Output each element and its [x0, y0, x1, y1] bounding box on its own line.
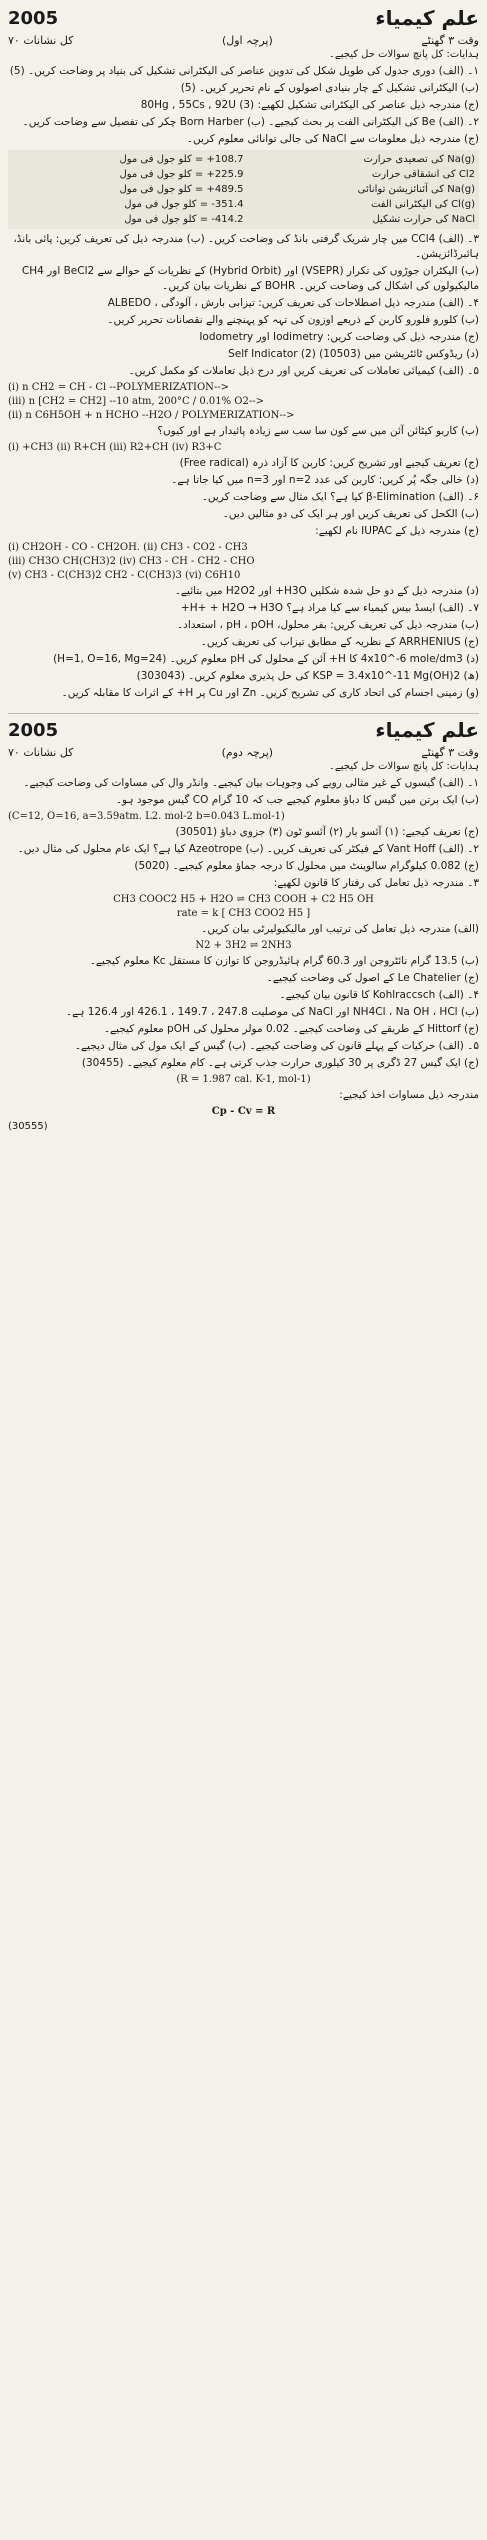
- question-2c: (ج) مندرجہ ذیل معلومات سے NaCl کی جالی توانائی معلوم کریں۔: [186, 133, 479, 145]
- p2-question-1: ۱۔ (الف) گیسوں کے غیر مثالی رویے کی وجوہات بیان کیجیے۔ وانڈر وال کی مساوات کی وضاحت کیجیے۔: [23, 777, 479, 789]
- paper1-part: (پرچہ اول): [221, 34, 273, 47]
- p2-question-2: ۲۔ (الف) Vant Hoff کے فیکٹر کی تعریف کریں۔ (ب) Azeotrope کیا ہے؟ ایک عام محلول کی مثال دیں۔: [17, 843, 479, 855]
- paper2-header: [8, 718, 479, 742]
- p2-question-4: ۴۔ (الف) Kohlraccsch کا قانون بیان کیجیے۔: [279, 989, 479, 1001]
- paper1-marks: کل نشانات ۷۰: [8, 34, 74, 47]
- p2-question-5b: (ج) ایک گیس 27 ڈگری پر 30 کیلوری حرارت جذب کرتی ہے۔ کام معلوم کیجیے۔ (30455): [81, 1057, 479, 1069]
- question-6c: (ج) مندرجہ ذیل کے IUPAC نام لکھیے:: [315, 525, 479, 537]
- question-1c: (ج) مندرجہ ذیل عناصر کی الیکٹرانی تشکیل لکھیے: 80Hg , 55Cs , 92U (3): [140, 99, 479, 111]
- question-3: ۳۔ (الف) CCl4 میں چار شریک گرفتی بانڈ کی وضاحت کریں۔ (ب) مندرجہ ذیل کی تعریف کریں: پائی بانڈ، ہائبرڈائزیشن۔: [13, 233, 479, 260]
- question-4c: (ج) مندرجہ ذیل کی وضاحت کریں: Iodimetry اور Iodometry: [199, 331, 479, 343]
- question-4d: (د) ریڈوکس ٹائٹریشن میں Self Indicator (2) (10503): [228, 348, 479, 360]
- p2-question-4c: (ج) Hittorf کے طریقے کی وضاحت کیجیے۔ 0.02 مولر محلول کی pOH معلوم کیجیے۔: [103, 1023, 479, 1035]
- question-5c: (ج) تعریف کیجیے اور تشریح کریں: کاربن کا آزاد ذرہ (Free radical): [179, 457, 479, 469]
- born-haber-values: [8, 150, 479, 229]
- bh-value: 414.2- = کلو جول فی مول: [124, 214, 244, 225]
- paper1-year: 2005: [8, 7, 59, 29]
- question-6d: (د) مندرجہ ذیل کے دو حل شدہ شکلیں H3O+ اور H2O2 میں بتائیے۔: [174, 585, 479, 597]
- bh-label: Na(g) کی آئنائزیشن توانائی: [357, 184, 475, 195]
- paper2-year: 2005: [8, 719, 59, 741]
- question-5b: (ب) کاربو کیٹائن آئن میں سے کون سا سب سے زیادہ پائیدار ہے اور کیوں؟: [157, 425, 479, 437]
- p2-end-marks: (30555): [8, 1121, 48, 1132]
- paper2-section: [8, 713, 479, 1134]
- question-6: ۶۔ (الف) β-Elimination کیا ہے؟ ایک مثال سے وضاحت کریں۔: [201, 491, 479, 503]
- question-3b: (ب) الیکٹران جوڑوں کی تکرار (VSEPR) اور (Hybrid Orbit) کے نظریات کے حوالے سے BeCl2 اور CH4 مالیکیولوں کی اشکال کی وضاحت کریں۔ BOHR کے نظریات بیان کریں۔: [21, 265, 479, 292]
- bh-label: Cl(g) کی الیکٹرانی الفت: [370, 199, 475, 210]
- p2-gas-constant: (R = 1.987 cal. K-1, mol-1): [176, 1074, 311, 1085]
- question-5: ۵۔ (الف) کیمیائی تعاملات کی تعریف کریں اور درج ذیل تعاملات کو مکمل کریں۔: [128, 365, 479, 377]
- bh-row-1: [12, 167, 475, 182]
- question-7d: (د) 4x10^-6 mole/dm3 کا H+ آئن کے محلول کی pH معلوم کریں۔ (H=1, O=16, Mg=24): [53, 653, 479, 665]
- bh-value: 489.5+ = کلو جول فی مول: [119, 184, 244, 195]
- paper1-subheader: [8, 34, 479, 47]
- carbocation-list: (i) +CH3 (ii) R+CH (iii) R2+CH (iv) R3+C: [8, 442, 222, 453]
- paper2-title: علم کیمیاء: [375, 718, 479, 742]
- reaction-1: (i) n CH2 = CH - Cl --POLYMERIZATION-->: [8, 382, 230, 393]
- paper2-part: (پرچہ دوم): [221, 746, 274, 759]
- question-6b: (ب) الکحل کی تعریف کریں اور ہر ایک کی دو مثالیں دیں۔: [222, 508, 479, 520]
- p2-rate-equation: CH3 COOC2 H5 + H2O ⇌ CH3 COOH + C2 H5 OH: [113, 894, 374, 905]
- paper1-instructions: ہدایات: کل پانچ سوالات حل کیجیے۔: [329, 49, 479, 60]
- p2-question-5c: مندرجہ ذیل مساوات اخذ کیجیے:: [339, 1089, 479, 1101]
- paper2-marks: کل نشانات ۷۰: [8, 746, 74, 759]
- p2-question-3c: (ب) 13.5 گرام نائٹروجن اور 60.3 گرام ہائیڈروجن کا توازن کا مستقل Kc معلوم کیجیے۔: [89, 955, 479, 967]
- question-4b: (ب) کلورو فلورو کاربن کے ذریعے اوزون کی تہہ کو پہنچنے والے نقصانات تحریر کریں۔: [107, 314, 479, 326]
- p2-question-2b: (ج) 0.082 کیلوگرام سالوینٹ میں محلول کا درجہ جماؤ معلوم کیجیے۔ (5020): [134, 860, 479, 872]
- paper1-title: علم کیمیاء: [375, 6, 479, 30]
- bh-label: Na(g) کی تصعیدی حرارت: [363, 154, 475, 165]
- question-5d: (د) خالی جگہ پُر کریں: کاربن کی عدد n=2 اور n=3 میں کیا جاتا ہے۔: [171, 474, 479, 486]
- bh-row-3: [12, 197, 475, 212]
- p2-question-3d: (ج) Le Chatelier کے اصول کی وضاحت کیجیے۔: [266, 972, 479, 984]
- bh-label: Cl2 کی انشقاقی حرارت: [371, 169, 475, 180]
- bh-label: NaCl کی حرارت تشکیل: [372, 214, 475, 225]
- paper1-time: وقت ۳ گھنٹے: [421, 34, 479, 47]
- bh-row-0: [12, 152, 475, 167]
- bh-row-2: [12, 182, 475, 197]
- p2-question-3b: (الف) مندرجہ ذیل تعامل کی ترتیب اور مالیکیولیرٹی بیان کریں۔: [201, 923, 479, 935]
- question-7: ۷۔ (الف) ایسڈ بیس کیمیاء سے کیا مراد ہے؟ H+ + H2O → H3O+: [180, 602, 479, 614]
- question-7f: (و) زمینی اجسام کی اتحاد کاری کی تشریح کریں۔ Zn اور Cu پر H+ کے اثرات کا مقابلہ کریں۔: [61, 687, 479, 699]
- bh-value: 108.7+ = کلو جول فی مول: [119, 154, 244, 165]
- iupac-line-3: (v) CH3 - C(CH3)2 CH2 - C(CH3)3 (vi) C6H10: [8, 570, 241, 581]
- question-1a: ۱۔ (الف) دوری جدول کی طویل شکل کی تدوین عناصر کی الیکٹرانی تشکیل کی بنیاد پر وضاحت کریں۔ (5): [9, 65, 479, 77]
- p2-question-4b: (ب) NH4Cl ، Na OH ، HCl اور NaCl کی موصلیت 247.8 ، 149.7 ، 426.1 اور 126.4 ہے۔: [65, 1006, 479, 1018]
- question-7b: (ب) مندرجہ ذیل کی تعریف کریں: بفر محلول، pH ، pOH ، استعداد۔: [177, 619, 479, 631]
- paper1-header: [8, 6, 479, 30]
- p2-question-1c: (ج) تعریف کیجیے: (۱) آئسو بار (۲) آئسو ٹون (۳) جزوی دباؤ (30501): [175, 826, 479, 838]
- p2-question-5: ۵۔ (الف) حرکیات کے پہلے قانون کی وضاحت کیجیے۔ (ب) گیس کے ایک مول کی مثال دیجیے۔: [74, 1040, 479, 1052]
- question-2a: ۲۔ (الف) Be کی الیکٹرانی الفت پر بحث کیجیے۔ (ب) Born Harber چکر کی تفصیل سے وضاحت کریں۔: [22, 116, 479, 128]
- bh-row-4: [12, 212, 475, 227]
- p2-question-1b: (ب) ایک برتن میں گیس کا دباؤ معلوم کیجیے جب کہ 10 گرام CO گیس موجود ہو۔: [115, 794, 479, 806]
- bh-value: 351.4- = کلو جول فی مول: [124, 199, 244, 210]
- p2-question-3: ۳۔ مندرجہ ذیل تعامل کی رفتار کا قانون لکھیے:: [273, 877, 479, 889]
- reaction-3: (ii) n C6H5OH + n HCHO --H2O / POLYMERIZATION-->: [8, 410, 295, 421]
- paper2-subheader: [8, 746, 479, 759]
- iupac-line-1: (i) CH2OH - CO - CH2OH. (ii) CH3 - CO2 - CH3: [8, 542, 248, 553]
- bh-value: 225.9+ = کلو جول فی مول: [119, 169, 244, 180]
- p2-constants: (C=12, O=16, a=3.59atm. L2. mol-2 b=0.043 L.mol-1): [8, 811, 285, 822]
- p2-rate-law: rate = k [ CH3 COO2 H5 ]: [176, 908, 311, 919]
- question-1b: (ب) الیکٹرانی تشکیل کے چار بنیادی اصولوں کے نام تحریر کریں۔ (5): [180, 82, 479, 94]
- paper2-instructions: ہدایات: کل پانچ سوالات حل کیجیے۔: [329, 761, 479, 772]
- paper2-time: وقت ۳ گھنٹے: [421, 746, 479, 759]
- p2-cp-cv-equation: Cp - Cv = R: [211, 1106, 276, 1117]
- question-7c: (ج) ARRHENIUS کے نظریہ کے مطابق تیزاب کی تعریف کریں۔: [200, 636, 479, 648]
- reaction-2: (iii) n [CH2 = CH2] --10 atm, 200°C / 0.01% O2-->: [8, 396, 264, 407]
- question-7e: (ھ) KSP = 3.4x10^-11 Mg(OH)2 کی حل پذیری معلوم کریں۔ (303043): [136, 670, 479, 682]
- question-4: ۴۔ (الف) مندرجہ ذیل اصطلاحات کی تعریف کریں: تیزابی بارش ، آلودگی ، ALBEDO: [107, 297, 479, 309]
- iupac-line-2: (iii) CH3O CH(CH3)2 (iv) CH3 - CH - CH2 - CHO: [8, 556, 255, 567]
- p2-ammonia-equation: N2 + 3H2 ⇌ 2NH3: [195, 940, 292, 951]
